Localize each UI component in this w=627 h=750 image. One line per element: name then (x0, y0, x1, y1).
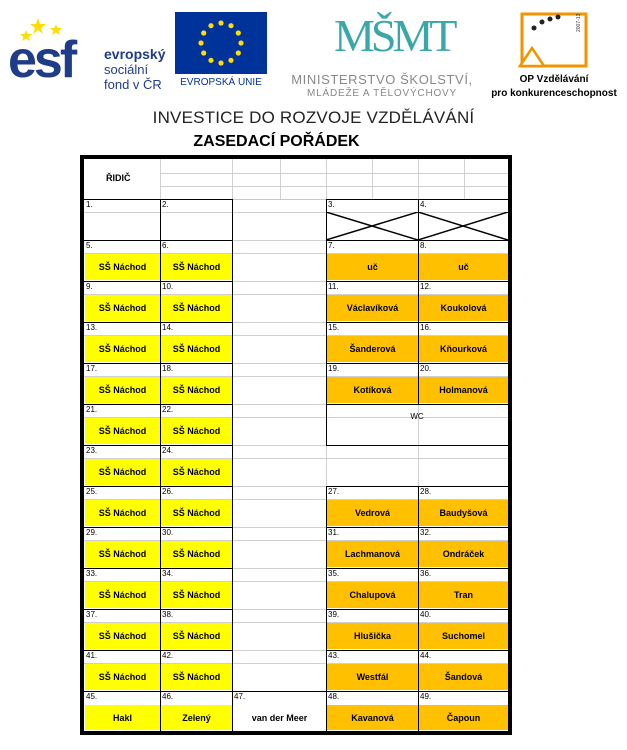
grid-line (232, 568, 233, 609)
seat-number: 15. (328, 323, 340, 332)
grid-line (160, 281, 232, 282)
msmt-mark: MŠMT (334, 10, 454, 61)
op-line-1: OP Vzdělávání (519, 74, 589, 85)
seat[interactable]: Westfál (327, 664, 418, 690)
msmt-line-2: MLÁDEŽE A TĚLOVÝCHOVY (307, 88, 457, 99)
seat-number: 12. (420, 282, 432, 291)
grid-line (160, 199, 232, 200)
seat[interactable]: Chalupová (327, 582, 418, 608)
seat-number: 22. (162, 405, 174, 414)
seat[interactable]: Hakl (85, 705, 160, 730)
grid-line (160, 486, 232, 487)
grid-line (232, 445, 233, 486)
seat-number: 42. (162, 651, 174, 660)
seat-number: 47. (234, 692, 246, 701)
grid-line (232, 240, 233, 281)
grid-line (326, 609, 418, 610)
page-subtitle: ZASEDACÍ POŘÁDEK (193, 133, 360, 150)
grid-line (418, 650, 508, 651)
seat[interactable]: uč (327, 254, 418, 280)
esf-line-3: fond v ČR (104, 77, 162, 92)
seat-number: 35. (328, 569, 340, 578)
grid-line (232, 486, 233, 527)
grid-line (84, 486, 160, 487)
seat[interactable]: Šanderová (327, 336, 418, 362)
grid-line (326, 240, 418, 241)
grid-line (418, 363, 508, 364)
seat[interactable]: SŠ Náchod (161, 418, 232, 444)
op-mark-icon (514, 8, 594, 72)
op-logo (486, 8, 622, 100)
seat-number: 9. (86, 282, 93, 291)
grid-line (84, 568, 160, 569)
seat-number: 8. (420, 241, 427, 250)
seat-number: 32. (420, 528, 432, 537)
seat[interactable]: Čapoun (419, 705, 508, 730)
seat[interactable]: SŠ Náchod (85, 336, 160, 362)
grid-line (326, 363, 418, 364)
seat-number: 21. (86, 405, 98, 414)
seat-number: 49. (420, 692, 432, 701)
seat-number: 11. (328, 282, 339, 291)
seat[interactable]: Václavíková (327, 295, 418, 321)
seat-number: 19. (328, 364, 340, 373)
seat[interactable]: SŠ Náchod (85, 500, 160, 526)
driver-label: ŘIDIČ (106, 173, 131, 183)
seat-number: 14. (162, 323, 174, 332)
esf-logo (8, 12, 168, 92)
seat-number: 1. (86, 200, 93, 209)
seat-number: 26. (162, 487, 174, 496)
seat-number: 46. (162, 692, 174, 701)
seat-number: 13. (86, 323, 98, 332)
grid-line (160, 609, 232, 610)
seat-number: 41. (86, 651, 98, 660)
seat[interactable]: SŠ Náchod (161, 582, 232, 608)
seat-number: 10. (162, 282, 174, 291)
grid-line (232, 281, 233, 322)
grid-line (418, 609, 508, 610)
seat[interactable]: SŠ Náchod (85, 418, 160, 444)
seat-number: 3. (328, 200, 335, 209)
grid-line (326, 281, 418, 282)
grid-line (326, 486, 418, 487)
seat-number: 18. (162, 364, 174, 373)
grid-line (160, 322, 232, 323)
grid-line (326, 199, 418, 200)
grid-line (84, 445, 160, 446)
seat-number: 38. (162, 610, 174, 619)
seat-number: 45. (86, 692, 98, 701)
grid-line (160, 186, 508, 187)
seat[interactable]: Kavanová (327, 705, 418, 730)
seat[interactable]: Hlušička (327, 623, 418, 649)
seat-number: 20. (420, 364, 432, 373)
seat-number: 24. (162, 446, 174, 455)
seating-plan (80, 155, 512, 735)
seat[interactable]: Ondráček (419, 541, 508, 567)
eu-flag-icon (175, 12, 267, 74)
seat[interactable]: Koukolová (419, 295, 508, 321)
grid-line (160, 240, 232, 241)
seat[interactable]: SŠ Náchod (161, 541, 232, 567)
grid-line (418, 281, 508, 282)
seat-number: 6. (162, 241, 169, 250)
grid-line (326, 445, 508, 446)
grid-line (160, 173, 508, 174)
seat[interactable]: Šandová (419, 664, 508, 690)
seat[interactable]: Baudyšová (419, 500, 508, 526)
seat[interactable]: SŠ Náchod (161, 336, 232, 362)
grid-line (84, 363, 160, 364)
seat-number: 29. (86, 528, 98, 537)
seat-number: 16. (420, 323, 432, 332)
grid-line (326, 650, 418, 651)
seat[interactable]: SŠ Náchod (161, 664, 232, 690)
seat-number: 37. (86, 610, 98, 619)
grid-line (84, 691, 508, 692)
seat-number: 30. (162, 528, 174, 537)
grid-line (326, 527, 418, 528)
grid-line (232, 609, 233, 650)
grid-line (160, 527, 232, 528)
blocked-seat-cross-icon (326, 212, 418, 240)
grid-line (464, 159, 465, 199)
grid-line (84, 240, 160, 241)
grid-line (232, 363, 233, 404)
wc-label: WC (410, 412, 424, 421)
seat[interactable]: Vedrová (327, 500, 418, 526)
seat[interactable]: SŠ Náchod (85, 623, 160, 649)
seat-number: 39. (328, 610, 340, 619)
grid-line (232, 322, 233, 363)
seat[interactable]: SŠ Náchod (161, 377, 232, 403)
seat[interactable]: Tran (419, 582, 508, 608)
grid-line (84, 404, 160, 405)
grid-line (232, 404, 233, 445)
grid-line (84, 199, 160, 200)
seat[interactable]: SŠ Náchod (161, 254, 232, 280)
esf-line-1: evropský (104, 46, 166, 62)
seat[interactable]: SŠ Náchod (85, 541, 160, 567)
grid-line (418, 199, 508, 200)
grid-line (326, 404, 327, 445)
seating-grid (84, 159, 508, 731)
seat[interactable]: SŠ Náchod (85, 664, 160, 690)
grid-line (84, 527, 160, 528)
grid-line (326, 404, 508, 405)
op-line-2: pro konkurenceschopnost (491, 88, 617, 99)
grid-line (84, 650, 160, 651)
seat-number: 34. (162, 569, 174, 578)
grid-line (160, 650, 232, 651)
seat-number: 43. (328, 651, 340, 660)
grid-line (418, 322, 508, 323)
seat-number: 25. (86, 487, 98, 496)
grid-line (418, 240, 508, 241)
seat-number: 31. (328, 528, 340, 537)
grid-line (84, 322, 160, 323)
seat[interactable]: van der Meer (251, 712, 308, 723)
seat-number: 48. (328, 692, 340, 701)
seat[interactable]: SŠ Náchod (161, 623, 232, 649)
seat-number: 2. (162, 200, 169, 209)
seat[interactable]: Kotíková (327, 377, 418, 403)
seat-number: 44. (420, 651, 432, 660)
seat[interactable]: SŠ Náchod (161, 500, 232, 526)
esf-line-2: sociální (104, 62, 149, 77)
grid-line (160, 199, 161, 240)
grid-line (280, 159, 281, 199)
op-years: 2007-13 (576, 13, 582, 32)
grid-line (418, 527, 508, 528)
seat-number: 5. (86, 241, 93, 250)
esf-mark: esf (8, 31, 75, 89)
seat[interactable]: SŠ Náchod (85, 459, 160, 485)
grid-line (84, 609, 160, 610)
msmt-logo (282, 6, 482, 102)
grid-line (160, 404, 232, 405)
page-title: INVESTICE DO ROZVOJE VZDĚLÁVÁNÍ (152, 108, 475, 127)
seat[interactable]: SŠ Náchod (161, 295, 232, 321)
grid-line (372, 159, 373, 199)
seat-number: 36. (420, 569, 432, 578)
seat-number: 27. (328, 487, 340, 496)
grid-line (160, 445, 232, 446)
seat-number: 40. (420, 610, 432, 619)
seat[interactable]: SŠ Náchod (85, 254, 160, 280)
grid-line (418, 486, 508, 487)
grid-line (326, 568, 418, 569)
seat-number: 4. (420, 200, 427, 209)
seat[interactable]: SŠ Náchod (161, 459, 232, 485)
seat[interactable]: SŠ Náchod (85, 295, 160, 321)
grid-line (418, 568, 508, 569)
seat-number: 28. (420, 487, 432, 496)
seat[interactable]: SŠ Náchod (85, 582, 160, 608)
eu-label: EVROPSKÁ UNIE (180, 77, 262, 88)
seat[interactable]: Zelený (161, 705, 232, 730)
eu-logo (175, 12, 267, 92)
seat[interactable]: uč (419, 254, 508, 280)
grid-line (232, 650, 233, 691)
grid-line (232, 199, 233, 240)
seat-number: 17. (86, 364, 98, 373)
grid-line (160, 363, 232, 364)
seat-number: 33. (86, 569, 98, 578)
seat[interactable]: Suchomel (419, 623, 508, 649)
blocked-seat-cross-icon (418, 212, 508, 240)
grid-line (326, 322, 418, 323)
grid-line (160, 568, 232, 569)
seat[interactable]: SŠ Náchod (85, 377, 160, 403)
grid-line (84, 281, 160, 282)
seat-number: 23. (86, 446, 98, 455)
seat[interactable]: Lachmanová (327, 541, 418, 567)
grid-line (232, 527, 233, 568)
seat-number: 7. (328, 241, 335, 250)
seat[interactable]: Holmanová (419, 377, 508, 403)
msmt-line-1: MINISTERSTVO ŠKOLSTVÍ, (291, 72, 473, 87)
seat[interactable]: Kňourková (419, 336, 508, 362)
